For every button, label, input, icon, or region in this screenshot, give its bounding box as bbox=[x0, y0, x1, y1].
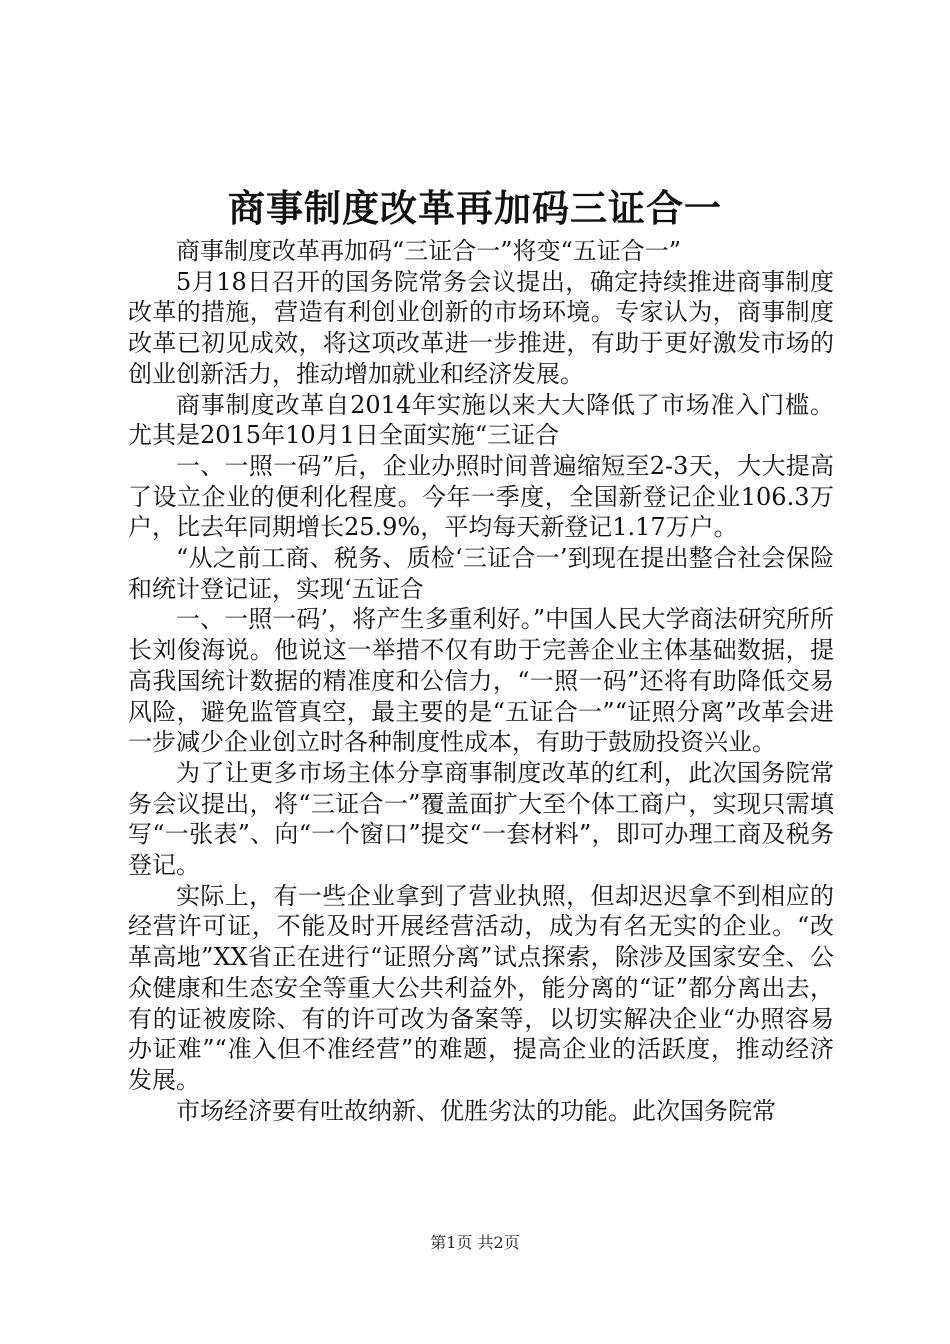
page-footer: 第1页 共2页 bbox=[430, 1233, 520, 1252]
paragraph-4: 一、一照一码”后，企业办照时间普遍缩短至2-3天，大大提高了设立企业的便利化程度。今年一季度，全国新登记企业106.3万户，比去年同期增长25.9%，平均每天新登记1.17万户。 bbox=[128, 451, 834, 542]
paragraph-1: 商事制度改革再加码“三证合一”将变“五证合一” bbox=[176, 237, 682, 265]
paragraph-8: 实际上，有一些企业拿到了营业执照，但却迟迟拿不到相应的经营许可证，不能及时开展经营活动，成为有名无实的企业。“改革高地”XX省正在进行“证照分离”试点探索，除涉及国家安全、公众健康和生态安全等重大公共利益外，能分离的“证”都分离出去，有的证被废除、有的许可改为备案等，以切实解决企业“办照容易办证难”“准入但不准经营”的难题，提高企业的活跃度，推动经济发展。 bbox=[128, 881, 834, 1094]
paragraph-3: 商事制度改革自2014年实施以来大大降低了市场准入门槛。尤其是2015年10月1日全面实施“三证合 bbox=[128, 390, 834, 450]
document-body bbox=[128, 236, 834, 1126]
paragraph-7: 为了让更多市场主体分享商事制度改革的红利，此次国务院常务会议提出，将“三证合一”覆盖面扩大至个体工商户，实现只需填写“一张表”、向“一个窗口”提交“一套材料”，即可办理工商及税务登记。 bbox=[128, 758, 834, 880]
document-title: 商事制度改革再加码三证合一 bbox=[228, 186, 722, 230]
paragraph-9: 市场经济要有吐故纳新、优胜劣汰的功能。此次国务院常 bbox=[176, 1096, 776, 1125]
paragraph-5: “从之前工商、税务、质检‘三证合一’到现在提出整合社会保险和统计登记证，实现‘五证合 bbox=[128, 544, 834, 603]
paragraph-2: 5月18日召开的国务院常务会议提出，确定持续推进商事制度改革的措施，营造有利创业创新的市场环境。专家认为，商事制度改革已初见成效，将这项改革进一步推进，有助于更好激发市场的创业创新活力，推动增加就业和经济发展。 bbox=[128, 267, 834, 388]
paragraph-6: 一、一照一码’，将产生多重利好。”中国人民大学商法研究所所长刘俊海说。他说这一举措不仅有助于完善企业主体基础数据，提高我国统计数据的精准度和公信力，“一照一码”还将有助降低交易风险，避免监管真空，最主要的是“五证合一”“证照分离”改革会进一步减少企业创立时各种制度性成本，有助于鼓励投资兴业。 bbox=[128, 605, 834, 757]
